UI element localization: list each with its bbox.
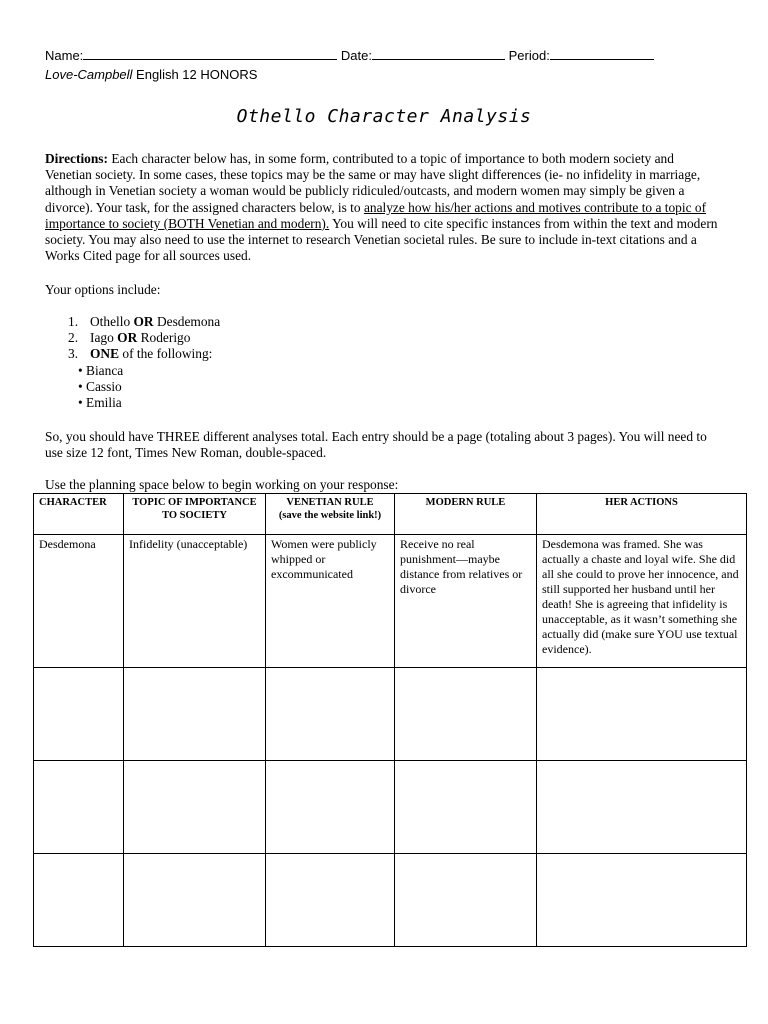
table-row <box>34 854 747 947</box>
cell-topic[interactable] <box>124 761 266 854</box>
directions-text-1: Each character below has, in some form, contributed to a topic of importance to both modern society and Venetian society. In some cases, these topics may be the same or may have slight differences (ie- no infidelity in marriage, although in Venetian society a woman would be publicly ridiculed/outcasts, and modern women may simply be given a divorce). Your task, for the assigned characters below, is to <box>45 151 701 215</box>
directions-label: Directions: <box>45 151 108 166</box>
cell-modern[interactable] <box>395 854 537 947</box>
cell-modern[interactable] <box>395 668 537 761</box>
planning-intro: Use the planning space below to begin working on your response: <box>45 477 399 492</box>
directions-paragraph <box>45 151 721 264</box>
sub-option-bianca: • Bianca <box>78 362 124 378</box>
directions-text-2: You will need to cite specific instances from within the text and modern society. You may also need to use the internet to research Venetian societal rules. Be sure to include in-text citations and a Works Cited page for all sources used. <box>45 215 718 264</box>
cell-actions[interactable] <box>537 668 747 761</box>
options-intro: Your options include: <box>45 282 161 297</box>
name-label: Name: <box>45 48 84 63</box>
cell-venetian[interactable] <box>266 854 395 947</box>
header-venetian <box>266 494 395 535</box>
cell-venetian[interactable] <box>266 668 395 761</box>
name-blank[interactable] <box>83 47 337 60</box>
cell-character[interactable]: Desdemona <box>34 535 124 668</box>
page-title: Othello Character Analysis <box>236 106 532 127</box>
directions-underlined: analyze how his/her actions and motives contribute to a topic of importance to society (BOTH Venetian and modern). <box>45 199 707 231</box>
teacher-name: Love-Campbell <box>45 67 133 82</box>
cell-venetian[interactable] <box>266 761 395 854</box>
cell-actions[interactable] <box>537 854 747 947</box>
period-label: Period: <box>508 48 550 63</box>
cell-character[interactable] <box>34 668 124 761</box>
course-name: English 12 HONORS <box>132 67 258 82</box>
cell-actions[interactable]: Desdemona was framed. She was actually a chaste and loyal wife. She did all she could to prove her innocence, and still supported her husband until her death! She is agreeing that infidelity is unacceptable, as it wasn’t something she actually did (make sure YOU use textual evidence). <box>537 535 747 668</box>
header-character: CHARACTER <box>34 494 124 535</box>
header-topic: TOPIC OF IMPORTANCE TO SOCIETY <box>124 494 266 535</box>
header-venetian-note: (save the website link!) <box>278 510 382 521</box>
cell-topic[interactable] <box>124 854 266 947</box>
sub-option-emilia: • Emilia <box>78 395 122 411</box>
header-modern: MODERN RULE <box>395 494 537 535</box>
table-row <box>34 535 747 668</box>
period-blank[interactable] <box>550 47 654 60</box>
list-item: 2. Iago OR Roderigo <box>68 330 191 346</box>
cell-actions[interactable] <box>537 761 747 854</box>
cell-character[interactable] <box>34 854 124 947</box>
list-item: 1. Othello OR Desdemona <box>68 314 221 329</box>
cell-topic[interactable]: Infidelity (unacceptable) <box>124 535 266 668</box>
table-header-row <box>34 494 747 535</box>
cell-modern[interactable] <box>395 761 537 854</box>
summary-paragraph: So, you should have THREE different analyses total. Each entry should be a page (totaling about 3 pages). You will need to use size 12 font, Times New Roman, double-spaced. <box>45 429 707 461</box>
course-line <box>45 67 257 82</box>
cell-modern[interactable]: Receive no real punishment—maybe distance from relatives or divorce <box>395 535 537 668</box>
table-row <box>34 668 747 761</box>
cell-venetian[interactable]: Women were publicly whipped or excommunicated <box>266 535 395 668</box>
name-date-period-line <box>45 47 654 63</box>
cell-topic[interactable] <box>124 668 266 761</box>
header-venetian-title: VENETIAN RULE <box>286 497 374 508</box>
sub-option-cassio: • Cassio <box>78 378 122 394</box>
header-actions: HER ACTIONS <box>537 494 747 535</box>
table-row <box>34 761 747 854</box>
planning-table <box>33 493 747 947</box>
options-list <box>68 314 220 411</box>
list-item: 3. ONE of the following: <box>68 346 213 362</box>
date-label: Date: <box>340 48 372 63</box>
date-blank[interactable] <box>372 47 505 60</box>
cell-character[interactable] <box>34 761 124 854</box>
